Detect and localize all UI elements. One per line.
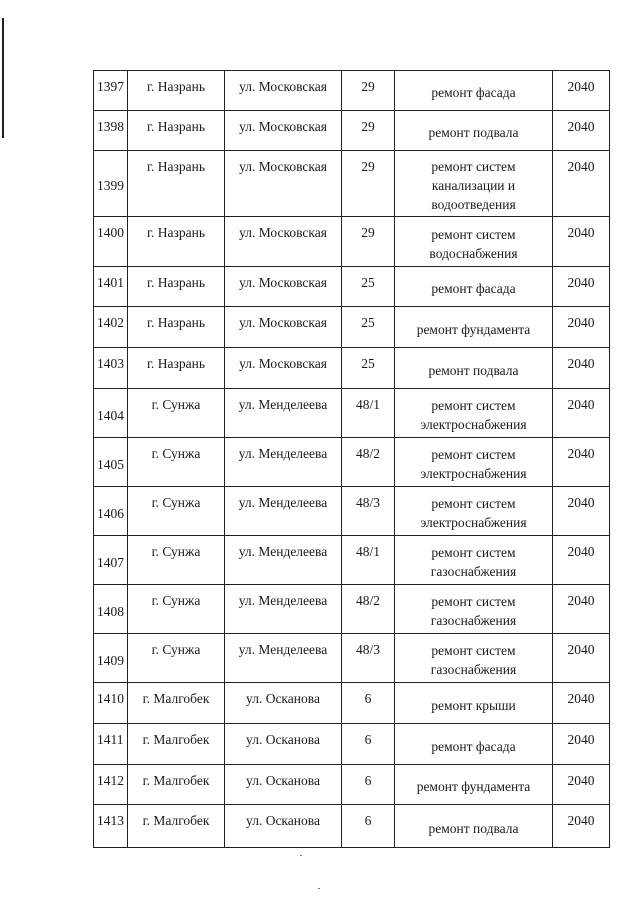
work-type-cell: ремонт систем газоснабжения <box>395 585 553 634</box>
work-type-cell: ремонт систем водоснабжения <box>395 217 553 267</box>
year-cell: 2040 <box>553 438 610 487</box>
street-cell: ул. Осканова <box>225 683 342 724</box>
city-cell: г. Назрань <box>128 348 225 389</box>
row-number: 1405 <box>94 438 128 487</box>
row-number: 1411 <box>94 724 128 765</box>
street-cell: ул. Осканова <box>225 765 342 805</box>
city-cell: г. Назрань <box>128 111 225 151</box>
work-type-cell: ремонт систем газоснабжения <box>395 536 553 585</box>
house-cell: 6 <box>342 724 395 765</box>
scan-speck <box>318 888 320 889</box>
year-cell: 2040 <box>553 805 610 848</box>
street-cell: ул. Московская <box>225 307 342 348</box>
table-row <box>94 765 610 805</box>
row-number: 1400 <box>94 217 128 267</box>
row-number: 1401 <box>94 267 128 307</box>
row-number: 1404 <box>94 389 128 438</box>
street-cell: ул. Московская <box>225 348 342 389</box>
year-cell: 2040 <box>553 217 610 267</box>
city-cell: г. Малгобек <box>128 765 225 805</box>
city-cell: г. Сунжа <box>128 585 225 634</box>
street-cell: ул. Осканова <box>225 805 342 848</box>
house-cell: 6 <box>342 765 395 805</box>
work-type-cell: ремонт систем электроснабжения <box>395 438 553 487</box>
year-cell: 2040 <box>553 307 610 348</box>
year-cell: 2040 <box>553 389 610 438</box>
city-cell: г. Назрань <box>128 71 225 111</box>
year-cell: 2040 <box>553 71 610 111</box>
row-number: 1406 <box>94 487 128 536</box>
city-cell: г. Назрань <box>128 217 225 267</box>
year-cell: 2040 <box>553 683 610 724</box>
work-type-cell: ремонт систем электроснабжения <box>395 389 553 438</box>
street-cell: ул. Менделеева <box>225 438 342 487</box>
year-cell: 2040 <box>553 487 610 536</box>
work-type-cell: ремонт фундамента <box>395 307 553 348</box>
house-cell: 48/2 <box>342 585 395 634</box>
street-cell: ул. Менделеева <box>225 487 342 536</box>
table-row <box>94 389 610 438</box>
work-type-cell: ремонт фундамента <box>395 765 553 805</box>
repair-schedule-table <box>93 70 610 848</box>
table-row <box>94 683 610 724</box>
row-number: 1412 <box>94 765 128 805</box>
city-cell: г. Назрань <box>128 151 225 217</box>
year-cell: 2040 <box>553 151 610 217</box>
work-type-cell: ремонт фасада <box>395 724 553 765</box>
city-cell: г. Назрань <box>128 267 225 307</box>
work-type-cell: ремонт подвала <box>395 805 553 848</box>
year-cell: 2040 <box>553 724 610 765</box>
table-row <box>94 536 610 585</box>
street-cell: ул. Московская <box>225 217 342 267</box>
street-cell: ул. Менделеева <box>225 634 342 683</box>
street-cell: ул. Московская <box>225 71 342 111</box>
house-cell: 48/3 <box>342 487 395 536</box>
table-row <box>94 634 610 683</box>
house-cell: 29 <box>342 71 395 111</box>
table-row <box>94 724 610 765</box>
street-cell: ул. Московская <box>225 267 342 307</box>
margin-line <box>2 18 4 138</box>
work-type-cell: ремонт систем канализации и водоотведения <box>395 151 553 217</box>
row-number: 1397 <box>94 71 128 111</box>
row-number: 1410 <box>94 683 128 724</box>
row-number: 1409 <box>94 634 128 683</box>
table-row <box>94 217 610 267</box>
house-cell: 48/1 <box>342 389 395 438</box>
city-cell: г. Сунжа <box>128 536 225 585</box>
house-cell: 48/3 <box>342 634 395 683</box>
house-cell: 29 <box>342 151 395 217</box>
table-row <box>94 805 610 848</box>
street-cell: ул. Московская <box>225 151 342 217</box>
house-cell: 6 <box>342 683 395 724</box>
year-cell: 2040 <box>553 585 610 634</box>
table-row <box>94 71 610 111</box>
street-cell: ул. Менделеева <box>225 536 342 585</box>
year-cell: 2040 <box>553 348 610 389</box>
house-cell: 25 <box>342 348 395 389</box>
work-type-cell: ремонт подвала <box>395 111 553 151</box>
street-cell: ул. Осканова <box>225 724 342 765</box>
scan-speck <box>300 855 302 856</box>
house-cell: 6 <box>342 805 395 848</box>
year-cell: 2040 <box>553 634 610 683</box>
city-cell: г. Сунжа <box>128 438 225 487</box>
house-cell: 29 <box>342 217 395 267</box>
year-cell: 2040 <box>553 111 610 151</box>
table-row <box>94 151 610 217</box>
work-type-cell: ремонт фасада <box>395 267 553 307</box>
table-row <box>94 487 610 536</box>
city-cell: г. Сунжа <box>128 487 225 536</box>
table-row <box>94 585 610 634</box>
house-cell: 48/2 <box>342 438 395 487</box>
house-cell: 25 <box>342 267 395 307</box>
work-type-cell: ремонт фасада <box>395 71 553 111</box>
year-cell: 2040 <box>553 765 610 805</box>
row-number: 1408 <box>94 585 128 634</box>
work-type-cell: ремонт подвала <box>395 348 553 389</box>
city-cell: г. Малгобек <box>128 724 225 765</box>
city-cell: г. Сунжа <box>128 389 225 438</box>
year-cell: 2040 <box>553 267 610 307</box>
city-cell: г. Сунжа <box>128 634 225 683</box>
house-cell: 29 <box>342 111 395 151</box>
street-cell: ул. Менделеева <box>225 585 342 634</box>
row-number: 1402 <box>94 307 128 348</box>
table-row <box>94 438 610 487</box>
house-cell: 48/1 <box>342 536 395 585</box>
city-cell: г. Назрань <box>128 307 225 348</box>
table-row <box>94 267 610 307</box>
work-type-cell: ремонт систем электроснабжения <box>395 487 553 536</box>
work-type-cell: ремонт систем газоснабжения <box>395 634 553 683</box>
street-cell: ул. Московская <box>225 111 342 151</box>
year-cell: 2040 <box>553 536 610 585</box>
row-number: 1407 <box>94 536 128 585</box>
work-type-cell: ремонт крыши <box>395 683 553 724</box>
table-row <box>94 307 610 348</box>
street-cell: ул. Менделеева <box>225 389 342 438</box>
house-cell: 25 <box>342 307 395 348</box>
city-cell: г. Малгобек <box>128 805 225 848</box>
row-number: 1413 <box>94 805 128 848</box>
row-number: 1403 <box>94 348 128 389</box>
row-number: 1399 <box>94 151 128 217</box>
table-row <box>94 348 610 389</box>
row-number: 1398 <box>94 111 128 151</box>
city-cell: г. Малгобек <box>128 683 225 724</box>
table-row <box>94 111 610 151</box>
